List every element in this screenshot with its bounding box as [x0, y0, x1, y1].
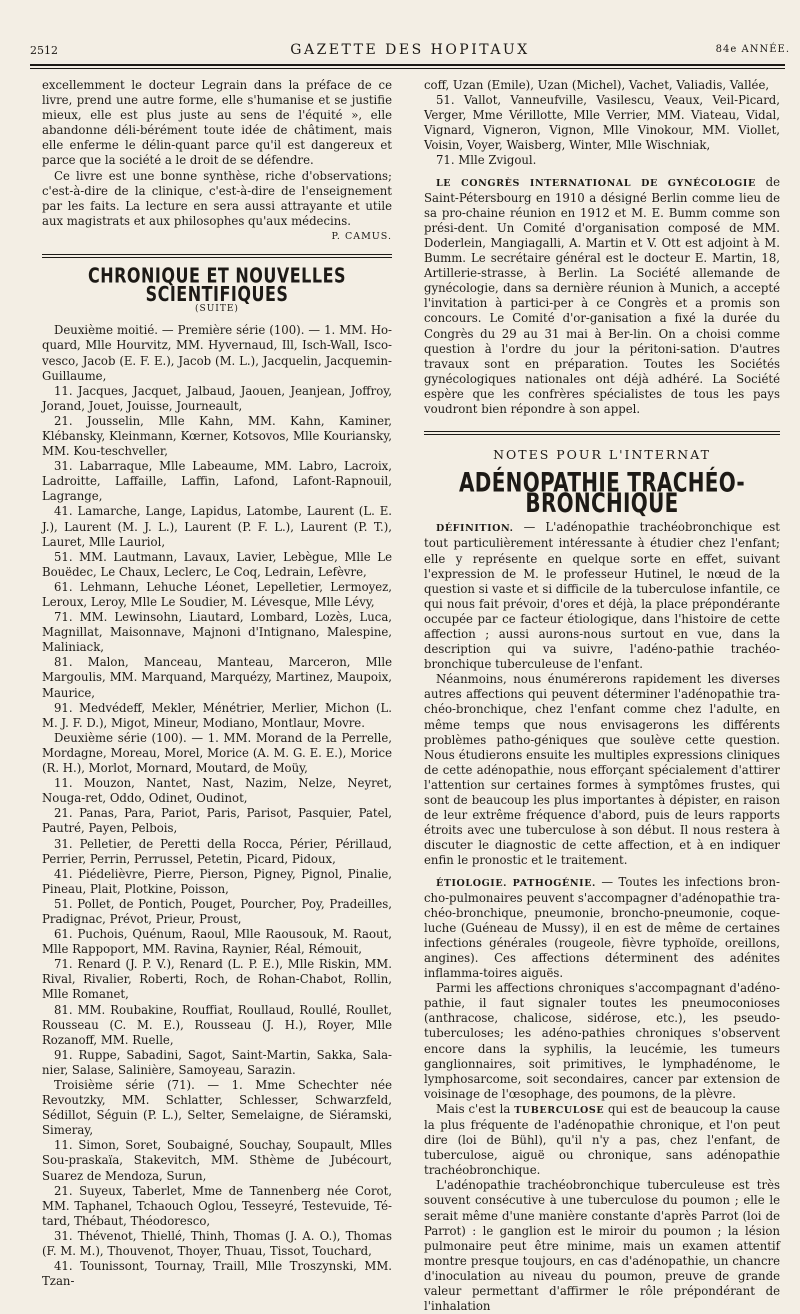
list-paragraph: 71. Mlle Zvigoul. [436, 153, 537, 168]
list-paragraph: 81. MM. Roubakine, Rouffiat, Roullaud, Roullé, Roullet, Rousseau (C. M. E.), Rousseau (J. H.), Royer, Mlle Rozanoff, MM. Ruelle, [42, 1002, 392, 1047]
notes-title: NOTES POUR L'INTERNAT [493, 447, 711, 463]
intro-paragraph: excellemment le docteur Legrain dans la préface de ce livre, prend une autre forme, elle s'humanise et se justifie mieux, elle est plus juste au sens de l'équité », elle abandonne déli-bérément toute idée de châtiment, mais elle enferme le délin-quant parce qu'il est dangereux et parce que la société a le droit de se défendre. [42, 78, 392, 168]
congres-lead: LE CONGRÈS INTERNATIONAL DE GYNÉCOLOGIE [436, 177, 756, 189]
list-paragraph: Deuxième série (100). — 1. MM. Morand de la Perrelle, Mordagne, Moreau, Morel, Morice (A. M. G. E. E.), Morice (R. H.), Morlot, Mornard, Moutard, de Moüy, [42, 730, 392, 776]
list-paragraph: 51. Vallot, Vanneufville, Vasilescu, Veaux, Veil-Picard, Verger, Mme Vérillotte, Mlle Verrier, MM. Viateau, Vidal, Vignard, Vigneron, Vignon, Mlle Vinokour, MM. Viollet, Voisin, Voyer, Waisberg, Winter, Mlle Wischniak, [424, 93, 780, 153]
list-paragraph: 41. Lamarche, Lange, Lapidus, Latombe, Laurent (L. E. J.), Laurent (M. J. L.), Laurent (P. F. L.), Laurent (P. T.), Lauret, Mlle Lauriol, [42, 504, 392, 549]
list-paragraph: Deuxième moitié. — Première série (100). — 1. MM. Ho-quard, Mlle Hourvitz, MM. Hyvernaud, Ill, Isch-Wall, Isco-vesco, Jacob (E. F. E.), Jacob (M. L.), Jacquelin, Jacquemin-Guillaume, [42, 323, 392, 383]
etiology-text: — Toutes les infections bron-cho-pulmonaires peuvent s'accompagner d'adénopathie tra-chéo-bronchique, pneumonie, broncho-pneumonie, coque-luche (Guéneau de Mussy), il en est de même de certaines infections générales (rougeole, fièvre typhoïde, oreillons, angines). Ces affections déterminent des adénites inflamma-toires aiguës. [424, 874, 780, 981]
list-paragraph: 91. Ruppe, Sabadini, Sagot, Saint-Martin, Sakka, Sala-nier, Salase, Salinière, Samoyeau, Sarazin. [42, 1047, 392, 1077]
body-paragraph: Néanmoins, nous énumérerons rapidement les diverses autres affections qui peuvent déterminer l'adénopathie tra-chéo-bronchique, chez l'enfant comme chez l'adulte, en même temps que nous envisagerons les différents problèmes patho-géniques que soulève cette question. Nous étudierons ensuite les multiples expressions cliniques de cette adénopathie, nous efforçant spécialement d'attirer l'attention sur certaines formes à symptômes frustes, qui sont de beaucoup les plus importantes à dépister, en raison de leur extrême fréquence d'abord, puis de leurs rapports étroits avec une tuberculose à son début. Il nous restera à discuter le diagnostic de cette affection, et à en indiquer enfin le pronostic et le traitement. [424, 672, 780, 868]
section-title: CHRONIQUE ET NOUVELLES SCIENTIFIQUES [87, 263, 347, 307]
definition-lead: DÉFINITION. [436, 523, 514, 535]
list-paragraph: 71. MM. Lewinsohn, Liautard, Lombard, Lozès, Luca, Magnillat, Maisonnave, Majnoni d'Intignano, Malespine, Maliniack, [42, 610, 392, 655]
list-paragraph: 71. Renard (J. P. V.), Renard (L. P. E.), Mlle Riskin, MM. Rival, Rivalier, Roberti, Roch, de Rohan-Chabot, Rollin, Mlle Romanet, [42, 957, 392, 1002]
list-paragraph: 21. Panas, Para, Pariot, Paris, Parisot, Pasquier, Patel, Pautré, Payen, Pelbois, [42, 806, 392, 836]
section-divider [424, 431, 780, 435]
list-paragraph: 11. Mouzon, Nantet, Nast, Nazim, Nelze, Neyret, Nouga-ret, Oddo, Odinet, Oudinot, [42, 776, 392, 806]
article-title: ADÉNOPATHIE TRACHÉO-BRONCHIQUE [459, 466, 745, 519]
list-paragraph: 21. Jousselin, Mlle Kahn, MM. Kahn, Kaminer, Klébansky, Kleinmann, Kœrner, Kotsovos, Mlle Kouriansky, MM. Kou-teschveller, [42, 413, 392, 459]
signature: P. CAMUS. [331, 230, 392, 242]
body-paragraph: Parmi les affections chroniques s'accompagnant d'adéno-pathie, il faut signaler toutes les pneumoconioses (anthracose, chalicose, sidérose, etc.), les pseudo-tuberculoses; les adéno-pathies chroniques s'observent encore dans la syphilis, la leucémie, les tumeurs ganglionnaires, soit primitives, le lymphadénome, le lymphosarcome, soit secondaires, cancer par extension de voisinage de l'œsophage, des poumons, de la plèvre. [424, 981, 780, 1101]
list-paragraph: 31. Thévenot, Thiellé, Thinh, Thomas (J. A. O.), Thomas (F. M. M.), Thouvenot, Thoyer, Thuau, Tissot, Touchard, [42, 1228, 392, 1259]
tuberculose-term: TUBERCULOSE [514, 1104, 605, 1116]
list-paragraph: 11. Jacques, Jacquet, Jalbaud, Jaouen, Jeanjean, Joffroy, Jorand, Jouet, Jouisse, Journeault, [42, 383, 392, 413]
list-paragraph: 81. Malon, Manceau, Manteau, Marceron, Mlle Margoulis, MM. Marquand, Marquézy, Martinez, Maupoix, Maurice, [42, 655, 392, 700]
list-paragraph: coff, Uzan (Emile), Uzan (Michel), Vachet, Valiadis, Vallée, [424, 78, 770, 92]
right-column [424, 78, 780, 1314]
year-label: 84e ANNÉE. [715, 44, 790, 55]
body-text: qui est de beaucoup la cause la plus fréquente de l'adénopathie chronique, et l'on peut dire (loi de Bühl), qu'il n'y a pas, chez l'enfant, de tuberculose, aiguë ou chronique, sans adénopathie trachéobronchique. [424, 1101, 780, 1178]
list-paragraph: 51. MM. Lautmann, Lavaux, Lavier, Lebègue, Mlle Le Bouëdec, Le Chaux, Leclerc, Le Coq, Ledrain, Lefèvre, [42, 549, 392, 579]
body-text: Mais c'est la [436, 1101, 515, 1116]
list-paragraph: 91. Medvédeff, Mekler, Ménétrier, Merlier, Michon (L. M. J. F. D.), Migot, Mineur, Modiano, Montlaur, Movre. [42, 700, 392, 730]
header-rule [30, 64, 785, 66]
etiology-paragraph [424, 875, 780, 982]
journal-title: GAZETTE DES HOPITAUX [290, 42, 530, 58]
list-paragraph: 41. Piédelièvre, Pierre, Pierson, Pigney, Pignol, Pinalie, Pineau, Plait, Plotkine, Poisson, [42, 866, 392, 896]
intro-paragraph: Ce livre est une bonne synthèse, riche d'observations; c'est-à-dire de la clinique, c'est-à-dire de l'enseignement par les faits. La lecture en sera aussi attrayante et utile aux magistrats et aux philosophes qu'aux médecins. [42, 168, 392, 228]
list-paragraph: 61. Puchois, Quénum, Raoul, Mlle Raousouk, M. Raout, Mlle Rappoport, MM. Ravina, Raynier, Réal, Rémouit, [42, 927, 392, 957]
body-paragraph: L'adénopathie trachéobronchique tuberculeuse est très souvent consécutive à une tuberculose du poumon ; elle le serait même d'une manière constante d'après Parrot (loi de Parrot) : le ganglion est le miroir du poumon ; la lésion pulmonaire peut être minime, mais un examen attentif montre presque toujours, en cas d'adénopathie, un chancre d'inoculation au niveau du poumon, preuve de grande valeur permettant d'affirmer le rôle prépondérant de l'inhalation [424, 1178, 780, 1314]
list-paragraph: 11. Simon, Soret, Soubaigné, Souchay, Soupault, Mlles Sou-praskaïa, Stakevitch, MM. Sthème de Jubécourt, Suarez de Mendoza, Surun, [42, 1138, 392, 1183]
list-paragraph: 31. Pelletier, de Peretti della Rocca, Périer, Périllaud, Perrier, Perrin, Perrussel, Petetin, Picard, Pidoux, [42, 836, 392, 866]
definition-text: — L'adénopathie trachéobronchique est tout particulièrement intéressante à étudier chez l'enfant; elle y représente en quelque sorte en effet, suivant l'expression de M. le professeur Hutinel, le nœud de la question si vaste et si difficile de la tuberculose infantile, ce qui nous fait prévoir, d'ores et déjà, la place prépondérante occupée par ce facteur étiologique, dans l'histoire de cette affection ; aussi aurons-nous surtout en vue, dans la description qui va suivre, l'adéno-pathie trachéo-bronchique tuberculeuse de l'enfant. [424, 520, 780, 672]
list-paragraph: 41. Tounissont, Tournay, Traill, Mlle Troszynski, MM. Tzan- [42, 1259, 392, 1289]
page-number: 2512 [30, 44, 58, 57]
section-subtitle: (SUITE) [195, 304, 239, 315]
definition-paragraph [424, 520, 780, 672]
list-paragraph: 31. Labarraque, Mlle Labeaume, MM. Labro, Lacroix, Ladroitte, Laffaille, Laffin, Lafond, Lafont-Rapnouil, Lagrange, [42, 459, 392, 504]
list-paragraph: Troisième série (71). — 1. Mme Schechter née Revoutzky, MM. Schlatter, Schlesser, Schwarzfeld, Sédillot, Séguin (P. L.), Selter, Semelaigne, de Siéramski, Simeray, [42, 1078, 392, 1138]
body-paragraph [424, 1102, 780, 1178]
page-header [30, 38, 790, 64]
list-paragraph: 21. Suyeux, Taberlet, Mme de Tannenberg née Corot, MM. Taphanel, Tchaouch Oglou, Tesseyré, Testevuide, Té-tard, Thébaut, Théodoresco, [42, 1183, 392, 1228]
section-divider [42, 254, 392, 258]
list-paragraph: 51. Pollet, de Pontich, Pouget, Pourcher, Poy, Pradeilles, Pradignac, Prévot, Prieur, Proust, [42, 896, 392, 926]
left-column [42, 78, 392, 1289]
etiology-lead: ÉTIOLOGIE. PATHOGÉNIE. [436, 877, 596, 889]
list-paragraph: 61. Lehmann, Lehuche Léonet, Lepelletier, Lermoyez, Leroux, Leroy, Mlle Le Soudier, M. Lévesque, Mlle Lévy, [42, 579, 392, 609]
congres-paragraph [424, 175, 780, 418]
header-rule-thin [30, 68, 785, 69]
congres-text: de Saint-Pétersbourg en 1910 a désigné Berlin comme lieu de sa pro-chaine réunion en 1912 et M. E. Bumm comme son prési-dent. Un Comité d'organisation composé de MM. Doderlein, Mangiagalli, A. Martin et V. Ott est adjoint à M. Bumm. Le secrétaire général est le docteur E. Martin, 18, Artillerie-strasse, à Berlin. La Société allemande de gynécologie, dans sa dernière réunion à Munich, a accepté l'invitation à partici-per à ce Congrès et a promis son concours. Le Comité d'or-ganisation a fixé la durée du Congrès du 29 au 31 mai à Ber-lin. On a choisi comme question à l'ordre du jour la péritoni-sation. D'autres travaux sont en préparation. Toutes les Sociétés gynécologiques nationales ont déjà adhéré. La Société espère que les confrères spécialistes de tous les pays voudront bien répondre à son appel. [424, 174, 780, 416]
